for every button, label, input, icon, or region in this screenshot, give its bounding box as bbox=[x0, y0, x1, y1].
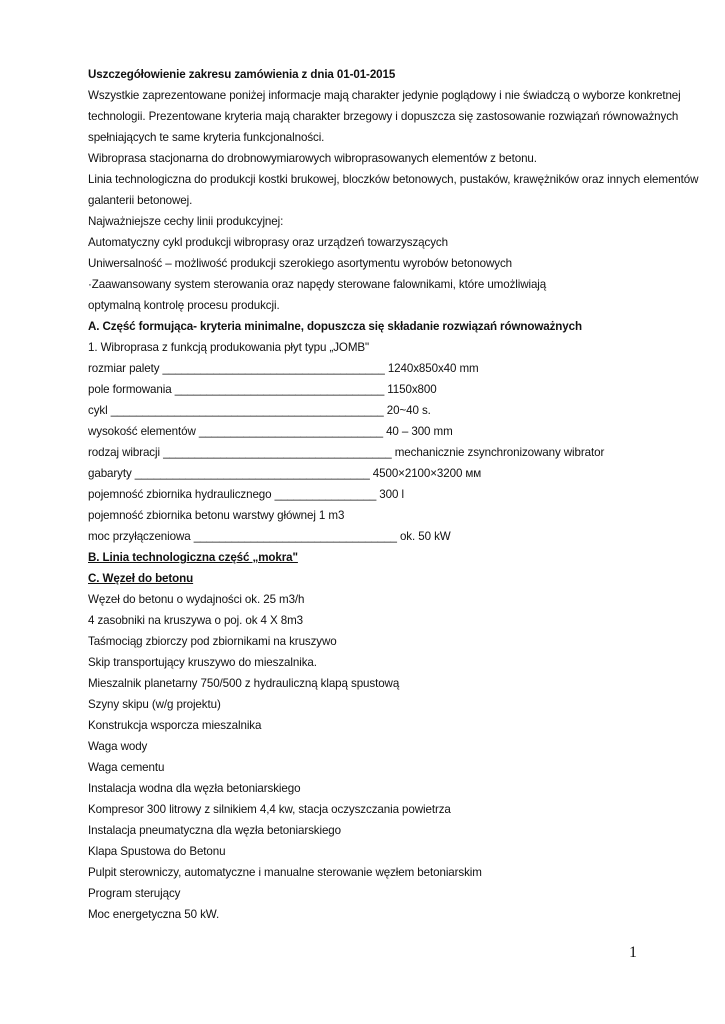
text-line: Taśmociąg zbiorczy pod zbiornikami na kruszywo bbox=[88, 635, 337, 648]
text-line: Najważniejsze cechy linii produkcyjnej: bbox=[88, 215, 284, 228]
heading-line: Uszczegółowienie zakresu zamówienia z dnia 01-01-2015 bbox=[88, 68, 396, 81]
text-line: pojemność zbiornika hydraulicznego ________________ 300 l bbox=[88, 488, 404, 501]
text-line: 1. Wibroprasa z funkcją produkowania płyt typu „JOMB" bbox=[88, 341, 370, 354]
heading-line: B. Linia technologiczna część „mokra" bbox=[88, 551, 298, 564]
text-line: Wibroprasa stacjonarna do drobnowymiarowych wibroprasowanych elementów z betonu. bbox=[88, 152, 537, 165]
text-line: moc przyłączeniowa ________________________________ ok. 50 kW bbox=[88, 530, 451, 543]
text-line: gabaryty _____________________________________ 4500×2100×3200 мм bbox=[88, 467, 482, 480]
text-line: optymalną kontrolę procesu produkcji. bbox=[88, 299, 280, 312]
heading-line: C. Węzeł do betonu bbox=[88, 572, 194, 585]
text-line: rodzaj wibracji ____________________________________ mechanicznie zsynchronizowany wibrator bbox=[88, 446, 605, 459]
text-line: Waga cementu bbox=[88, 761, 165, 774]
text-line: galanterii betonowej. bbox=[88, 194, 193, 207]
text-line: ·Zaawansowany system sterowania oraz napędy sterowane falownikami, które umożliwiają bbox=[88, 278, 547, 291]
text-line: Klapa Spustowa do Betonu bbox=[88, 845, 226, 858]
text-line: rozmiar palety ___________________________________ 1240x850x40 mm bbox=[88, 362, 479, 375]
text-line: 4 zasobniki na kruszywa o poj. ok 4 X 8m3 bbox=[88, 614, 304, 627]
text-line: Konstrukcja wsporcza mieszalnika bbox=[88, 719, 262, 732]
text-line: Wszystkie zaprezentowane poniżej informacje mają charakter jedynie poglądowy i nie świadczą o wyborze konkretnej bbox=[88, 89, 681, 102]
heading-line: A. Część formująca- kryteria minimalne, dopuszcza się składanie rozwiązań równoważnych bbox=[88, 320, 582, 333]
text-line: Automatyczny cykl produkcji wibroprasy oraz urządzeń towarzyszących bbox=[88, 236, 448, 249]
text-line: Waga wody bbox=[88, 740, 148, 753]
text-line: Uniwersalność – możliwość produkcji szerokiego asortymentu wyrobów betonowych bbox=[88, 257, 513, 270]
document-body bbox=[88, 64, 699, 925]
page-number: 1 bbox=[629, 944, 637, 961]
text-line: pole formowania _________________________________ 1150x800 bbox=[88, 383, 437, 396]
text-line: Skip transportujący kruszywo do mieszalnika. bbox=[88, 656, 317, 669]
text-line: spełniających te same kryteria funkcjonalności. bbox=[88, 131, 325, 144]
text-line: Linia technologiczna do produkcji kostki brukowej, bloczków betonowych, pustaków, krawężników oraz innych elementów bbox=[88, 173, 699, 186]
text-line: Mieszalnik planetarny 750/500 z hydrauliczną klapą spustową bbox=[88, 677, 400, 690]
text-line: Pulpit sterowniczy, automatyczne i manualne sterowanie węzłem betoniarskim bbox=[88, 866, 482, 879]
text-line: Instalacja wodna dla węzła betoniarskiego bbox=[88, 782, 301, 795]
text-line: Instalacja pneumatyczna dla węzła betoniarskiego bbox=[88, 824, 341, 837]
text-line: Węzeł do betonu o wydajności ok. 25 m3/h bbox=[88, 593, 305, 606]
text-line: pojemność zbiornika betonu warstwy głównej 1 m3 bbox=[88, 509, 345, 522]
text-line: Szyny skipu (w/g projektu) bbox=[88, 698, 221, 711]
text-line: technologii. Prezentowane kryteria mają charakter brzegowy i dopuszcza się zastosowanie rozwiązań równoważnych bbox=[88, 110, 679, 123]
text-line: cykl ___________________________________________ 20~40 s. bbox=[88, 404, 431, 417]
text-line: Kompresor 300 litrowy z silnikiem 4,4 kw, stacja oczyszczania powietrza bbox=[88, 803, 451, 816]
text-line: Moc energetyczna 50 kW. bbox=[88, 908, 220, 921]
text-line: Program sterujący bbox=[88, 887, 181, 900]
text-line: wysokość elementów _____________________________ 40 – 300 mm bbox=[88, 425, 453, 438]
